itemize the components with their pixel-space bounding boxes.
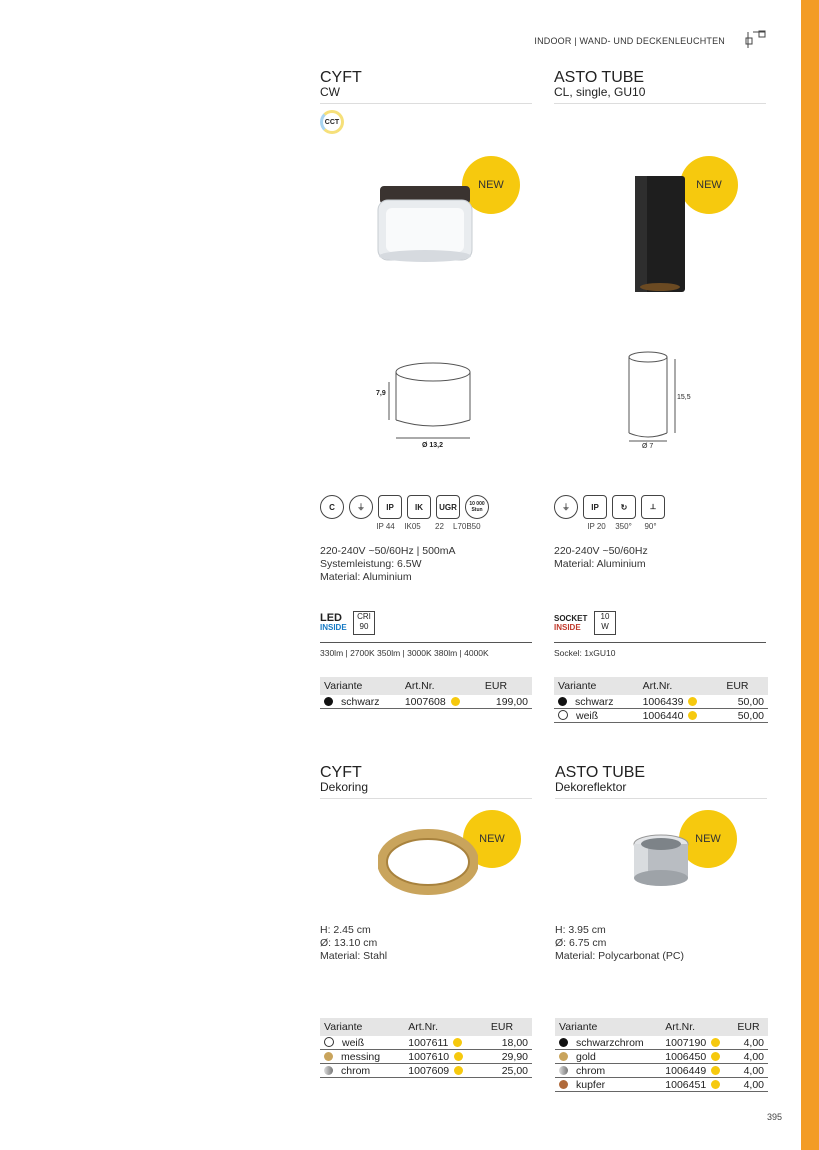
color-swatch: [324, 1052, 333, 1061]
tilt-icon: ⟂: [641, 495, 665, 519]
socket-info: Sockel: 1xGU10: [554, 642, 766, 658]
product-specs: H: 3.95 cm Ø: 6.75 cm Material: Polycarbonat (PC): [555, 924, 684, 962]
product-asto-tube: [554, 70, 766, 104]
dimension-height: 15,5: [677, 394, 691, 401]
ip-rating-icon: IP: [378, 495, 402, 519]
table-row: messing 1007610 29,90: [320, 1050, 532, 1064]
color-swatch: [558, 710, 568, 720]
color-swatch: [324, 1066, 333, 1075]
status-dot: [688, 711, 697, 720]
color-swatch: [558, 697, 567, 706]
protection-class-icon: ⏚: [349, 495, 373, 519]
cct-icon: CCT: [320, 110, 344, 134]
product-cyft-dekoring: [320, 765, 532, 799]
product-subtitle: CW: [320, 85, 340, 99]
status-dot: [711, 1038, 720, 1047]
dekoreflektor-image: [632, 832, 692, 890]
color-swatch: [559, 1052, 568, 1061]
table-row: schwarz 1006439 50,00: [554, 695, 768, 709]
color-swatch: [559, 1080, 568, 1089]
wall-ceiling-light-icon: [745, 30, 767, 50]
status-dot: [451, 697, 460, 706]
new-badge: NEW: [679, 810, 737, 868]
variant-table: Variante Art.Nr. EUR schwarzchrom 1007190 4,00 gold 1006450 4,00 chrom 1006449 4,00 kupfer 1006451 4,00: [555, 1018, 768, 1092]
status-dot: [454, 1052, 463, 1061]
feature-icons: [554, 495, 665, 519]
protection-class-icon: ⏚: [554, 495, 578, 519]
dimension-diameter: Ø 13,2: [422, 442, 444, 449]
variant-table: Variante Art.Nr. EUR weiß 1007611 18,00 messing 1007610 29,90 chrom 1007609 25,00: [320, 1018, 532, 1078]
table-row: chrom 1006449 4,00: [555, 1064, 768, 1078]
dimmable-icon: C: [320, 495, 344, 519]
color-swatch: [324, 1037, 334, 1047]
feature-icon-labels: IP 44 IK05 22 L70B50: [376, 522, 481, 531]
asto-tube-lamp-image: [630, 172, 690, 297]
dekoring-image: [378, 826, 478, 896]
table-row: weiß 1007611 18,00: [320, 1036, 532, 1050]
product-specs: 220-240V ~50/60Hz | 500mA Systemleistung: 6.5W Material: Aluminium: [320, 545, 456, 583]
new-badge: NEW: [463, 810, 521, 868]
table-row: chrom 1007609 25,00: [320, 1064, 532, 1078]
lifetime-icon: 10 000 Stun: [465, 495, 489, 519]
product-subtitle: Dekoreflektor: [555, 780, 627, 794]
feature-icons: [320, 495, 489, 519]
table-row: weiß 1006440 50,00: [554, 709, 768, 723]
rotation-icon: ↻: [612, 495, 636, 519]
ip-rating-icon: IP: [583, 495, 607, 519]
status-dot: [453, 1038, 462, 1047]
status-dot: [711, 1066, 720, 1075]
status-dot: [711, 1080, 720, 1089]
color-swatch: [559, 1038, 568, 1047]
table-row: schwarz 1007608 199,00: [320, 695, 532, 709]
page-category: INDOOR | WAND- UND DECKENLEUCHTEN: [534, 36, 725, 46]
cyft-lamp-image: [370, 180, 480, 270]
status-dot: [688, 697, 697, 706]
socket-inside-icon: SOCKET INSIDE: [554, 614, 588, 632]
ik-rating-icon: IK: [407, 495, 431, 519]
ugr-icon: UGR: [436, 495, 460, 519]
new-badge: NEW: [462, 156, 520, 214]
table-row: schwarzchrom 1007190 4,00: [555, 1036, 768, 1050]
status-dot: [454, 1066, 463, 1075]
side-tab-bar: [801, 0, 819, 1150]
product-title: ASTO TUBE: [555, 764, 646, 781]
product-specs: H: 2.45 cm Ø: 13.10 cm Material: Stahl: [320, 924, 388, 962]
color-swatch: [324, 697, 333, 706]
feature-icon-labels: IP 20 350° 90°: [587, 522, 657, 531]
product-title: CYFT: [320, 764, 362, 781]
product-subtitle: Dekoring: [320, 780, 369, 794]
led-inside-icon: LED INSIDE: [320, 612, 347, 632]
wattage-badge: 10 W: [594, 611, 616, 635]
color-swatch: [559, 1066, 568, 1075]
product-subtitle: CL, single, GU10: [554, 85, 646, 99]
variant-table: Variante Art.Nr. EUR schwarz 1006439 50,00 weiß 1006440 50,00: [554, 677, 768, 723]
variant-table: Variante Art.Nr. EUR schwarz 1007608 199,00: [320, 677, 532, 709]
product-asto-tube-dekoreflektor: [555, 765, 767, 799]
product-cyft-cw: [320, 70, 532, 104]
product-specs: 220-240V ~50/60Hz Material: Aluminium: [554, 545, 648, 570]
cri-badge: CRI 90: [353, 611, 375, 635]
dimension-height: 7,9: [376, 390, 386, 397]
new-badge: NEW: [680, 156, 738, 214]
lumen-values: 330lm | 2700K 350lm | 3000K 380lm | 4000K: [320, 642, 532, 658]
dimension-diameter: Ø 7: [642, 443, 654, 450]
product-title: ASTO TUBE: [554, 69, 645, 86]
cyft-dimension-drawing: [375, 350, 485, 455]
table-row: gold 1006450 4,00: [555, 1050, 768, 1064]
page-number: 395: [767, 1112, 783, 1122]
product-title: CYFT: [320, 69, 362, 86]
table-row: kupfer 1006451 4,00: [555, 1078, 768, 1092]
status-dot: [711, 1052, 720, 1061]
